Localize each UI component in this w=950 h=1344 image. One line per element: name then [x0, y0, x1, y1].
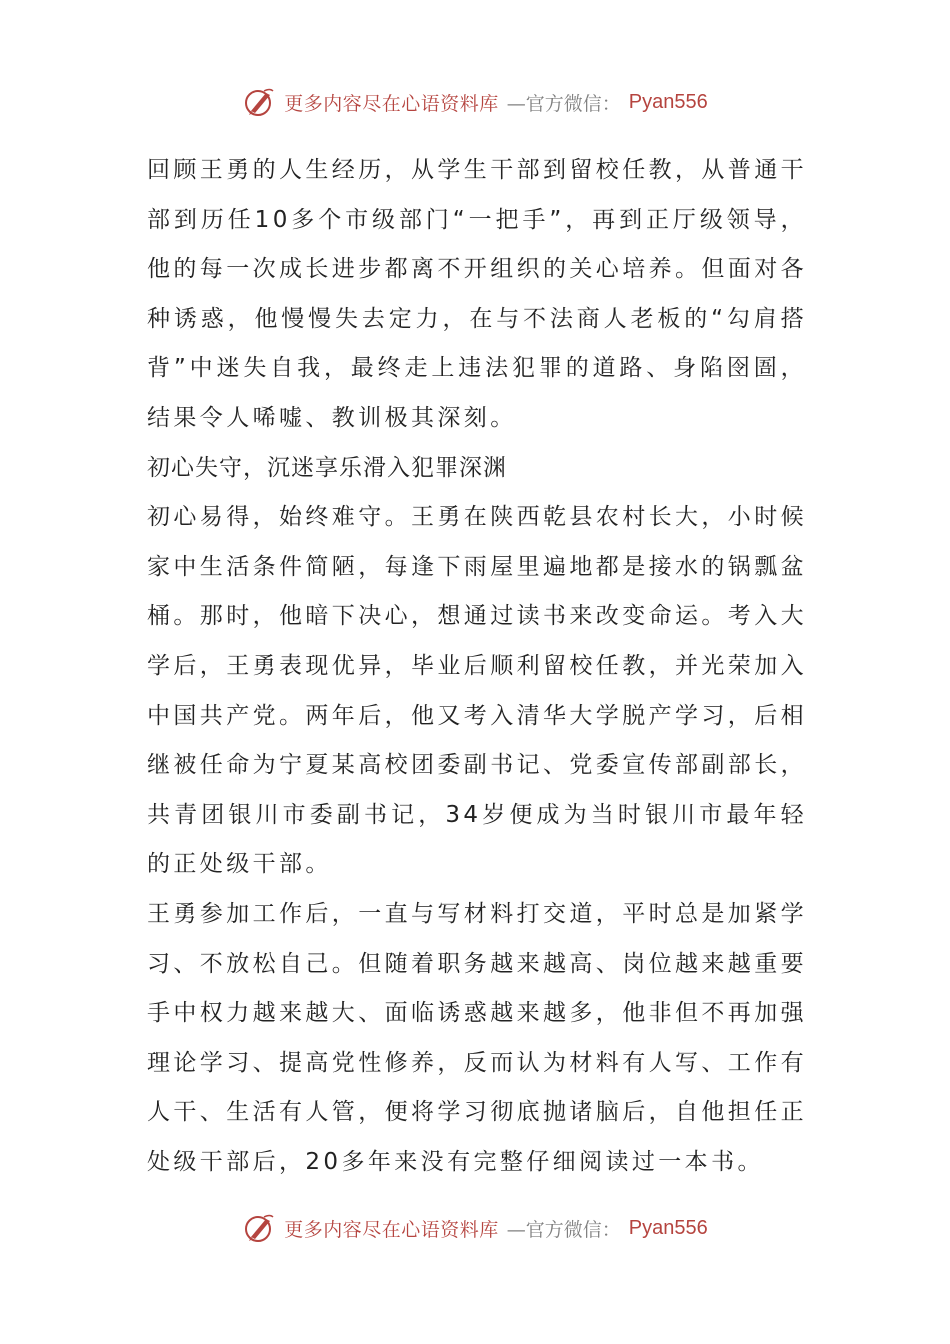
watermark-wechat-id: Pyan556 — [628, 90, 708, 113]
paragraph-intro: 回顾王勇的人生经历，从学生干部到留校任教，从普通干部到历任10多个市级部门“一把手”，再到正厅级领导，他的每一次成长进步都离不开组织的关心培养。但面对各种诱惑，他慢慢失去定力，在与不法商人老板的“勾肩搭背”中迷失自我，最终走上违法犯罪的道路、身陷囹圄，结果令人唏嘘、教训极其深刻。 — [147, 157, 807, 431]
pen-nib-icon — [242, 1211, 276, 1245]
pen-nib-icon — [242, 85, 276, 119]
document-body — [147, 146, 807, 1187]
watermark-brand-text: 更多内容尽在心语资料库 — [284, 92, 499, 115]
watermark-brand-text: 更多内容尽在心语资料库 — [284, 1218, 499, 1241]
watermark-wechat-id: Pyan556 — [628, 1216, 708, 1239]
footer-watermark — [0, 1208, 950, 1248]
section-heading: 初心失守，沉迷享乐滑入犯罪深渊 — [147, 454, 507, 481]
watermark-official-text: —官方微信： — [506, 92, 621, 115]
paragraph-study: 王勇参加工作后，一直与写材料打交道，平时总是加紧学习、不放松自己。但随着职务越来越高、岗位越来越重要手中权力越来越大、面临诱惑越来越多，他非但不再加强理论学习、提高党性修养，反而认为材料有人写、工作有人干、生活有人管，便将学习彻底抛诸脑后，自他担任正处级干部后，20多年来没有完整仔细阅读过一本书。 — [147, 900, 807, 1175]
header-watermark — [0, 82, 950, 122]
paragraph-background: 初心易得，始终难守。王勇在陕西乾县农村长大，小时候家中生活条件简陋，每逢下雨屋里遍地都是接水的锅瓢盆桶。那时，他暗下决心，想通过读书来改变命运。考入大学后，王勇表现优异，毕业后顺利留校任教，并光荣加入中国共产党。两年后，他又考入清华大学脱产学习，后相继被任命为宁夏某高校团委副书记、党委宣传部副部长，共青团银川市委副书记，34岁便成为当时银川市最年轻的正处级干部。 — [147, 504, 807, 878]
watermark-official-text: —官方微信： — [506, 1218, 621, 1241]
